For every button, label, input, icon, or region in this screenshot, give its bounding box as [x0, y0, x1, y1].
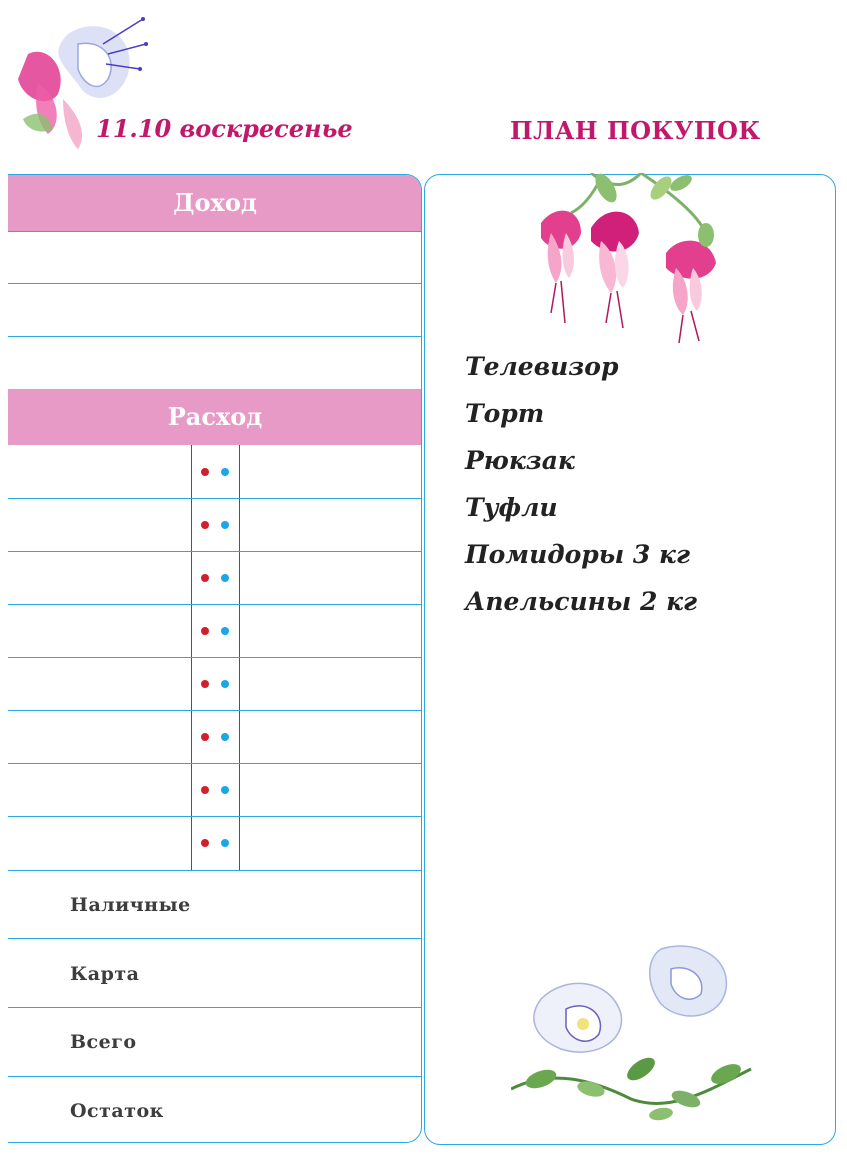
blue-dot: [221, 680, 229, 688]
expense-row-dots: [192, 499, 238, 551]
summary-row-line: [8, 938, 422, 939]
income-row-line: [8, 231, 422, 232]
blue-dot: [221, 574, 229, 582]
expense-row-dots: [192, 446, 238, 498]
shopping-plan-heading: ПЛАН ПОКУПОК: [510, 116, 761, 145]
expense-row-dots: [192, 605, 238, 657]
total-label: Всего: [70, 1031, 137, 1053]
expense-row-dots: [192, 764, 238, 816]
summary-row-line: [8, 1076, 422, 1077]
red-dot: [201, 733, 209, 741]
red-dot: [201, 521, 209, 529]
summary-row-line: [8, 1007, 422, 1008]
blue-dot: [221, 786, 229, 794]
balance-label: Остаток: [70, 1100, 164, 1122]
fuchsia-flower-illustration: [521, 173, 741, 349]
blue-dot: [221, 839, 229, 847]
blue-dot: [221, 468, 229, 476]
expense-band: Расход: [8, 389, 422, 445]
expense-row-line: [8, 870, 422, 871]
red-dot: [201, 627, 209, 635]
white-peony-illustration: [511, 939, 761, 1129]
date-heading: 11.10 воскресенье: [96, 114, 353, 143]
shopping-list: [465, 343, 697, 625]
red-dot: [201, 839, 209, 847]
expense-row-dots: [192, 817, 238, 869]
blue-dot: [221, 521, 229, 529]
blue-dot: [221, 733, 229, 741]
shopping-list-item: Телевизор: [465, 352, 619, 381]
red-dot: [201, 468, 209, 476]
expense-row-dots: [192, 658, 238, 710]
blue-dot: [221, 627, 229, 635]
red-dot: [201, 574, 209, 582]
shopping-plan-panel: [424, 174, 836, 1145]
expense-row-dots: [192, 552, 238, 604]
shopping-list-item: Помидоры 3 кг: [465, 540, 690, 569]
budget-panel: [8, 174, 422, 1143]
card-label: Карта: [70, 963, 140, 985]
income-band: Доход: [8, 175, 422, 231]
income-row-line: [8, 283, 422, 284]
red-dot: [201, 786, 209, 794]
shopping-list-item: Торт: [465, 399, 545, 428]
cash-label: Наличные: [70, 894, 191, 916]
expense-row-dots: [192, 711, 238, 763]
red-dot: [201, 680, 209, 688]
shopping-list-item: Туфли: [465, 493, 558, 522]
shopping-list-item: Рюкзак: [465, 446, 575, 475]
income-row-line: [8, 336, 422, 337]
shopping-list-item: Апельсины 2 кг: [465, 587, 698, 616]
